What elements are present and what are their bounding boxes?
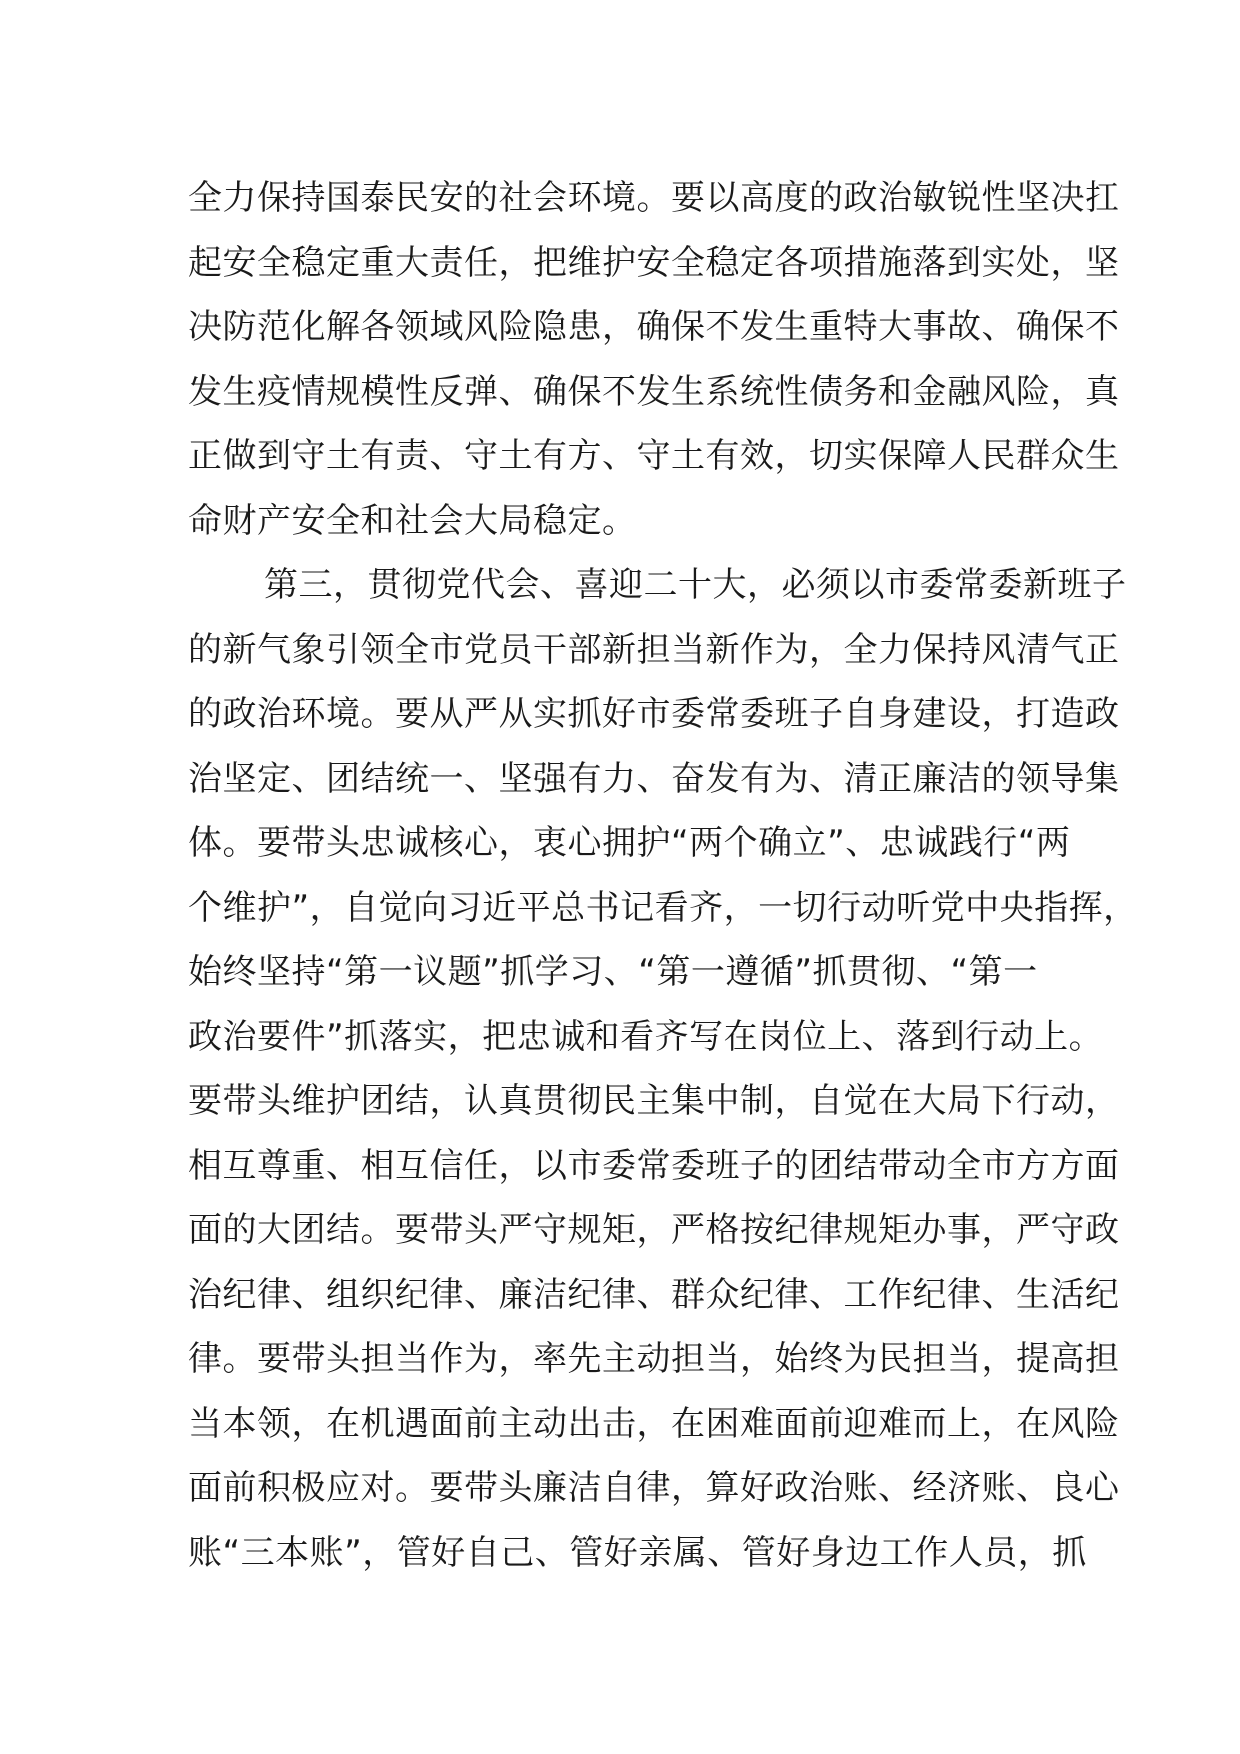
text-line: 面前积极应对。要带头廉洁自律，算好政治账、经济账、良心 <box>188 1468 1120 1508</box>
text-line: 发生疫情规模性反弹、确保不发生系统性债务和金融风险，真 <box>188 371 1120 412</box>
text-line: 命财产安全和社会大局稳定。 <box>188 500 637 541</box>
text-line: 治纪律、组织纪律、廉洁纪律、群众纪律、工作纪律、生活纪 <box>188 1274 1120 1315</box>
text-line: 体。要带头忠诚核心，衷心拥护“两个确立”、忠诚践行“两 <box>188 823 1071 863</box>
text-line: 治坚定、团结统一、坚强有力、奋发有为、清正廉洁的领导集 <box>188 758 1120 799</box>
text-line: 的新气象引领全市党员干部新担当新作为，全力保持风清气正 <box>188 629 1120 670</box>
text-line: 的政治环境。要从严从实抓好市委常委班子自身建设，打造政 <box>188 694 1120 734</box>
text-line: 面的大团结。要带头严守规矩，严格按纪律规矩办事，严守政 <box>188 1210 1120 1250</box>
text-line: 决防范化解各领域风险隐患，确保不发生重特大事故、确保不 <box>188 307 1120 347</box>
text-line: 始终坚持“第一议题”抓学习、“第一遵循”抓贯彻、“第一 <box>188 952 1038 992</box>
text-line: 政治要件”抓落实，把忠诚和看齐写在岗位上、落到行动上。 <box>188 1016 1104 1057</box>
text-line: 账“三本账”，管好自己、管好亲属、管好身边工作人员，抓 <box>188 1532 1087 1573</box>
text-line: 当本领，在机遇面前主动出击，在困难面前迎难而上，在风险 <box>188 1403 1120 1444</box>
text-line: 第三，贯彻党代会、喜迎二十大，必须以市委常委新班子 <box>264 565 1127 605</box>
text-line: 全力保持国泰民安的社会环境。要以高度的政治敏锐性坚决扛 <box>188 178 1120 218</box>
text-line: 个维护”，自觉向习近平总书记看齐，一切行动听党中央指挥， <box>188 887 1138 928</box>
text-line: 要带头维护团结，认真贯彻民主集中制，自觉在大局下行动， <box>188 1081 1120 1121</box>
document-body <box>188 166 1138 1585</box>
text-line: 相互尊重、相互信任，以市委常委班子的团结带动全市方方面 <box>188 1145 1120 1186</box>
paragraph-1 <box>188 166 1120 553</box>
text-line: 正做到守土有责、守土有方、守土有效，切实保障人民群众生 <box>188 436 1120 476</box>
paragraph-2 <box>188 553 1138 1585</box>
text-line: 律。要带头担当作为，率先主动担当，始终为民担当，提高担 <box>188 1339 1120 1379</box>
text-line: 起安全稳定重大责任，把维护安全稳定各项措施落到实处，坚 <box>188 242 1120 283</box>
